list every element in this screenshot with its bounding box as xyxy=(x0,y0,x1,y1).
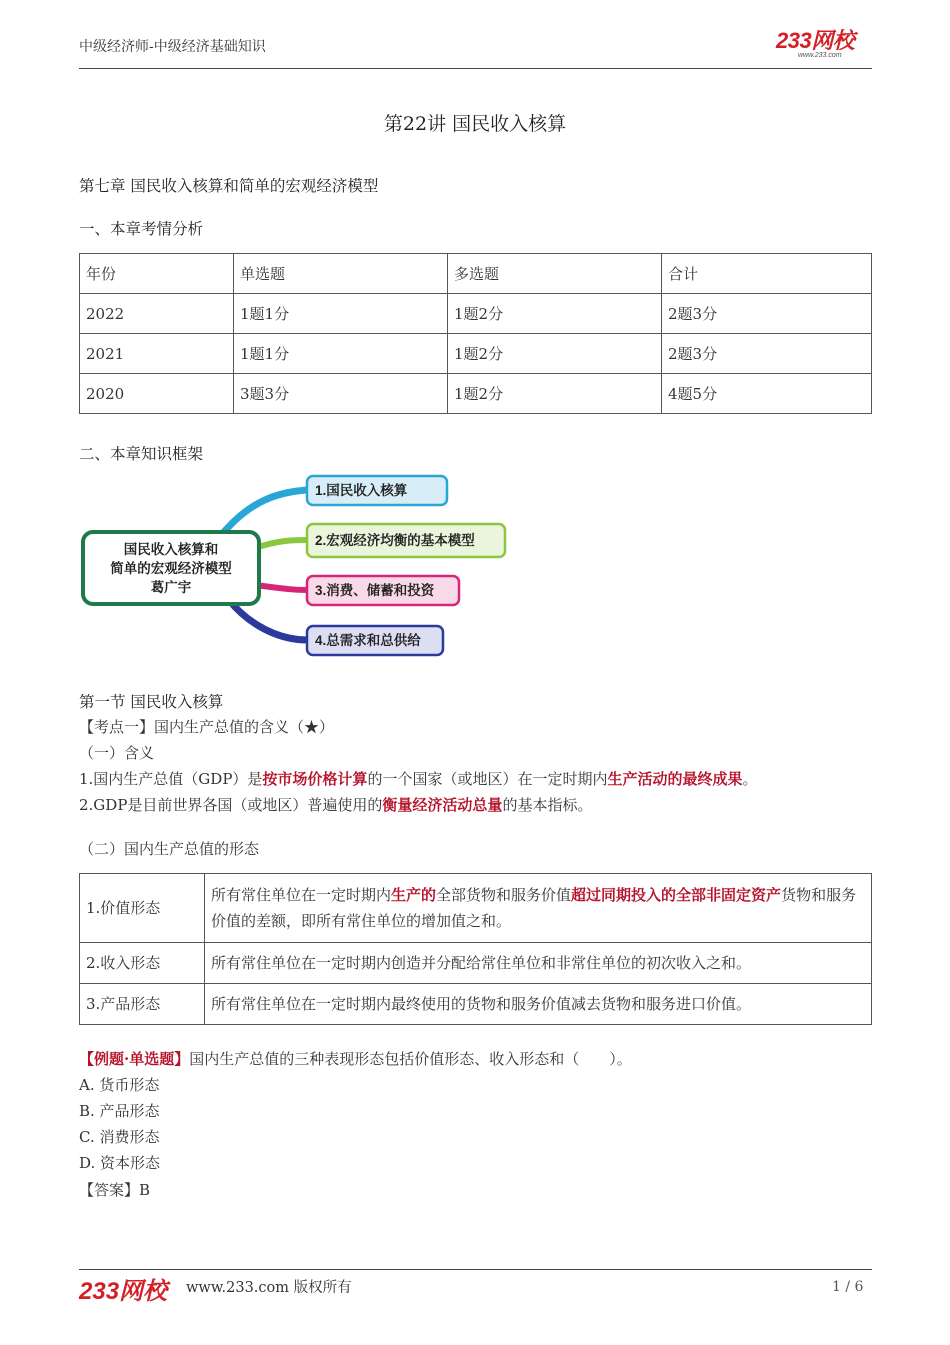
option-c: C. 消费形态 xyxy=(79,1128,160,1146)
table-header-row xyxy=(80,254,872,294)
highlight-text: 生产活动的最终成果 xyxy=(607,770,743,788)
text-run: 货物和服务价值的差额，即所有常住单位的增加值之和。 xyxy=(211,886,857,930)
text-run: 的一个国家（或地区）在一定时期内 xyxy=(367,770,608,788)
center-line-1: 国民收入核算和 xyxy=(123,542,219,557)
section2-heading: 二、本章知识框架 xyxy=(79,445,204,463)
table-cell: 2题3分 xyxy=(662,294,872,334)
branch-connector-3 xyxy=(255,585,307,590)
header-divider xyxy=(79,68,872,69)
option-b: B. 产品形态 xyxy=(79,1102,160,1120)
header-course-title: 中级经济师-中级经济基础知识 xyxy=(79,39,266,55)
form-label: 2.收入形态 xyxy=(80,943,205,984)
knowledge-mindmap xyxy=(79,470,529,670)
question-tag: 【例题·单选题】 xyxy=(79,1050,190,1068)
section-first-title: 第一节 国民收入核算 xyxy=(79,693,224,711)
definition-line-2 xyxy=(79,794,592,815)
center-line-3: 葛广宇 xyxy=(150,580,192,595)
definition-line-1 xyxy=(79,768,757,789)
table-cell: 4题5分 xyxy=(662,374,872,414)
text-run: 全部货物和服务价值 xyxy=(436,886,572,904)
text-run: 1.国内生产总值（GDP）是 xyxy=(79,770,263,788)
lecture-title: 第22讲 国民收入核算 xyxy=(383,113,567,135)
section1-heading: 一、本章考情分析 xyxy=(79,220,204,238)
table-cell: 1题1分 xyxy=(234,334,448,374)
brand-logo xyxy=(776,30,876,60)
branch-label-1: 1.国民收入核算 xyxy=(315,483,408,498)
table-cell: 1题1分 xyxy=(234,294,448,334)
table-cell: 3题3分 xyxy=(234,374,448,414)
option-a: A. 货币形态 xyxy=(79,1076,160,1094)
highlight-text: 生产的 xyxy=(391,886,437,904)
highlight-text: 衡量经济活动总量 xyxy=(382,796,503,814)
form-label: 1.价值形态 xyxy=(80,874,205,943)
sub-heading-forms: （二）国内生产总值的形态 xyxy=(79,840,260,858)
text-run: 2.GDP是目前世界各国（或地区）普遍使用的 xyxy=(79,796,383,814)
table-row xyxy=(80,294,872,334)
table-cell: 2020 xyxy=(80,374,234,414)
text-run: 的基本指标。 xyxy=(502,796,593,814)
table-header-cell: 单选题 xyxy=(234,254,448,294)
table-row xyxy=(80,334,872,374)
answer-line: 【答案】B xyxy=(79,1181,151,1199)
table-header-cell: 年份 xyxy=(80,254,234,294)
logo-text: 233网校 xyxy=(776,28,855,53)
highlight-text: 超过同期投入的全部非固定资产 xyxy=(571,886,782,904)
branch-label-3: 3.消费、储蓄和投资 xyxy=(315,583,435,598)
footer-divider xyxy=(79,1269,872,1270)
table-cell: 1题2分 xyxy=(448,334,662,374)
table-row xyxy=(80,374,872,414)
form-label: 3.产品形态 xyxy=(80,984,205,1025)
table-row xyxy=(80,943,872,984)
highlight-text: 按市场价格计算 xyxy=(262,770,368,788)
chapter-title: 第七章 国民收入核算和简单的宏观经济模型 xyxy=(79,177,379,195)
footer-logo: 233网校 xyxy=(79,1278,168,1305)
table-header-cell: 合计 xyxy=(662,254,872,294)
option-d: D. 资本形态 xyxy=(79,1154,161,1172)
table-cell: 2题3分 xyxy=(662,334,872,374)
exam-analysis-table xyxy=(79,253,872,414)
table-cell: 2021 xyxy=(80,334,234,374)
page-number: 1 / 6 xyxy=(832,1279,864,1295)
table-cell: 1题2分 xyxy=(448,374,662,414)
sub-heading-meaning: （一）含义 xyxy=(79,744,155,762)
table-header-cell: 多选题 xyxy=(448,254,662,294)
question-stem xyxy=(79,1048,632,1069)
footer-copyright: www.233.com 版权所有 xyxy=(186,1280,352,1296)
question-text: 国内生产总值的三种表现形态包括价值形态、收入形态和（ ）。 xyxy=(189,1050,632,1068)
kaodian-heading: 【考点一】国内生产总值的含义（★） xyxy=(79,718,335,736)
form-description: 所有常住单位在一定时期内创造并分配给常住单位和非常住单位的初次收入之和。 xyxy=(205,943,872,984)
branch-label-2: 2.宏观经济均衡的基本模型 xyxy=(315,533,475,548)
table-cell: 2022 xyxy=(80,294,234,334)
branch-connector-2 xyxy=(255,540,307,548)
gdp-forms-table xyxy=(79,873,872,1025)
text-run: 所有常住单位在一定时期内 xyxy=(211,886,392,904)
form-description: 所有常住单位在一定时期内最终使用的货物和服务价值减去货物和服务进口价值。 xyxy=(205,984,872,1025)
logo-url: www.233.com xyxy=(798,52,842,59)
table-cell: 1题2分 xyxy=(448,294,662,334)
branch-label-4: 4.总需求和总供给 xyxy=(315,633,421,648)
table-row xyxy=(80,984,872,1025)
text-run: 。 xyxy=(742,770,758,788)
center-line-2: 简单的宏观经济模型 xyxy=(110,561,232,576)
form-description xyxy=(205,874,872,943)
table-row xyxy=(80,874,872,943)
